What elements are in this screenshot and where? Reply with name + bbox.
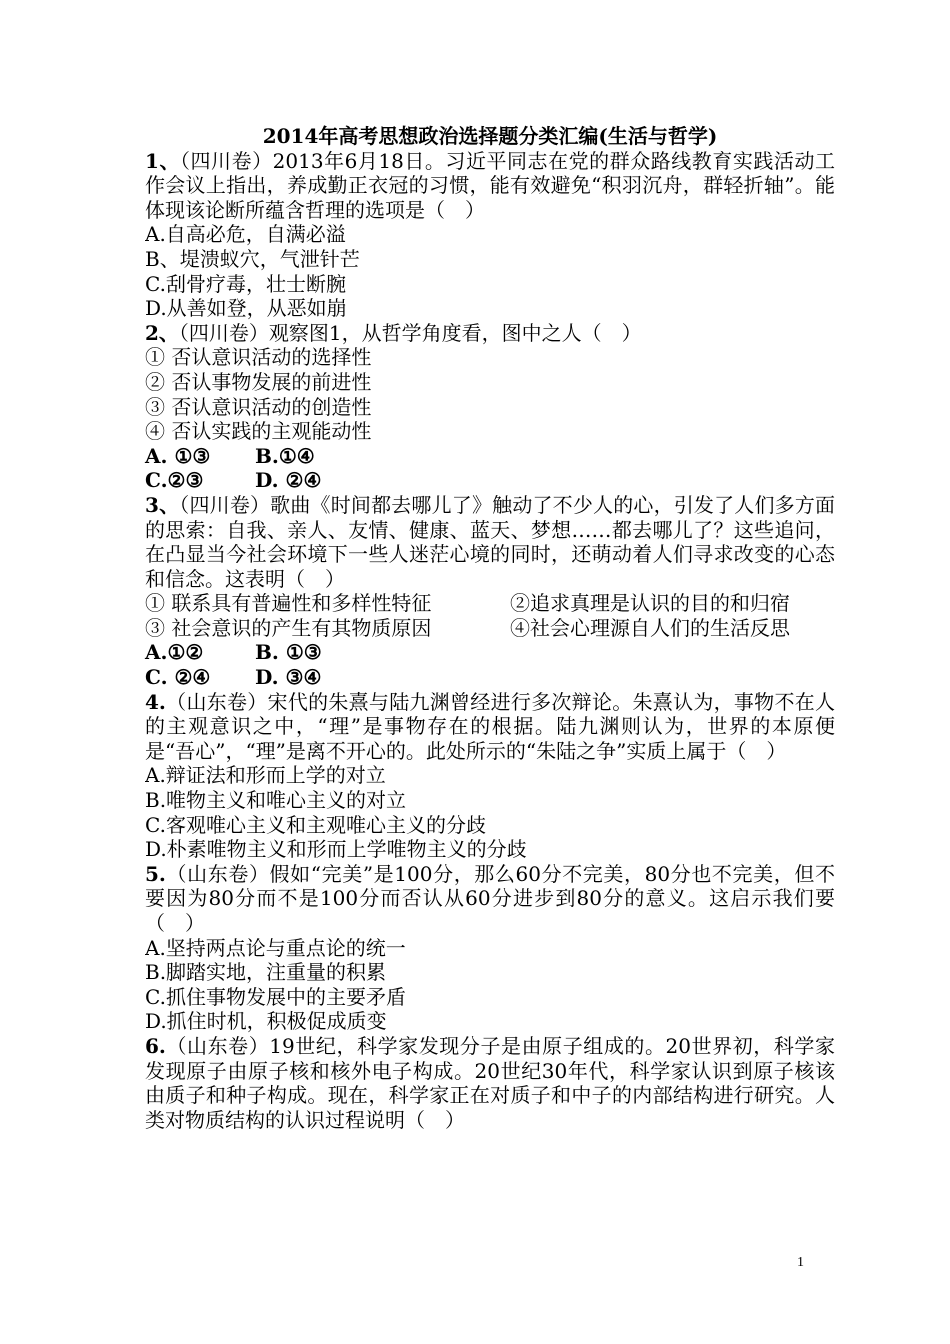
q2-item-3: ③ 否认意识活动的创造性 bbox=[145, 394, 372, 419]
q4-option-c: C.客观唯心主义和主观唯心主义的分歧 bbox=[145, 812, 486, 837]
q4-option-b: B.唯物主义和唯心主义的对立 bbox=[145, 788, 407, 813]
question-1 bbox=[145, 149, 835, 223]
question-number: 3、 bbox=[145, 492, 180, 517]
question-5 bbox=[145, 862, 835, 936]
q2-option-c: C.②③ bbox=[145, 468, 204, 493]
question-text: （四川卷）观察图1，从哲学角度看，图中之人（ ） bbox=[178, 320, 642, 345]
q3-items-row-2 bbox=[145, 616, 835, 641]
q2-option-a: A. ①③ bbox=[145, 443, 211, 468]
q2-options-row-2 bbox=[145, 468, 835, 493]
question-text: （山东卷）假如“完美”是100分，那么60分不完美，80分也不完美，但不要因为80分而不是100分而否认从60分进步到80分的意义。这启示我们要（ ） bbox=[145, 861, 835, 935]
q3-option-b: B. ①③ bbox=[255, 640, 322, 665]
q2-option-b: B.①④ bbox=[255, 443, 315, 468]
question-number: 6. bbox=[145, 1033, 166, 1058]
q4-option-d: D.朴素唯物主义和形而上学唯物主义的分歧 bbox=[145, 837, 527, 862]
q3-option-d: D. ③④ bbox=[255, 665, 322, 690]
q2-options-row-1 bbox=[145, 444, 835, 469]
question-number: 2、 bbox=[145, 320, 179, 345]
question-text: （四川卷）2013年6月18日。习近平同志在党的群众路线教育实践活动工作会议上指出，养成勤正衣冠的习惯，能有效避免“积羽沉舟，群轻折轴”。能体现该论断所蕴含哲理的选项是（ ） bbox=[145, 148, 835, 222]
q2-item-2: ② 否认事物发展的前进性 bbox=[145, 369, 372, 394]
question-number: 4. bbox=[145, 689, 166, 714]
question-number: 5. bbox=[145, 861, 166, 886]
q2-item-1: ① 否认意识活动的选择性 bbox=[145, 345, 372, 370]
q2-item-4: ④ 否认实践的主观能动性 bbox=[145, 419, 372, 444]
q3-options-row-1 bbox=[145, 640, 835, 665]
q3-options-row-2 bbox=[145, 665, 835, 690]
q2-option-d: D. ②④ bbox=[255, 468, 322, 493]
q3-option-c: C. ②④ bbox=[145, 665, 211, 690]
q3-item-3: ③ 社会意识的产生有其物质原因 bbox=[145, 615, 432, 640]
q5-option-d: D.抓住时机，积极促成质变 bbox=[145, 1009, 387, 1034]
q5-option-a: A.坚持两点论与重点论的统一 bbox=[145, 935, 406, 960]
document-title: 2014年高考思想政治选择题分类汇编(生活与哲学) bbox=[262, 124, 718, 148]
q4-option-a: A.辩证法和形而上学的对立 bbox=[145, 763, 386, 788]
question-4 bbox=[145, 690, 835, 764]
q5-option-c: C.抓住事物发展中的主要矛盾 bbox=[145, 984, 406, 1009]
q1-option-b: B、堤溃蚁穴，气泄针芒 bbox=[145, 246, 360, 271]
question-6 bbox=[145, 1034, 835, 1132]
document-body bbox=[145, 124, 835, 1132]
q5-option-b: B.脚踏实地，注重量的积累 bbox=[145, 960, 387, 985]
q3-item-2: ②追求真理是认识的目的和归宿 bbox=[510, 591, 790, 616]
question-3 bbox=[145, 493, 835, 591]
q3-option-a: A.①② bbox=[145, 640, 204, 665]
q3-items-row-1 bbox=[145, 591, 835, 616]
question-text: （山东卷）19世纪，科学家发现分子是由原子组成的。20世界初，科学家发现原子由原子核和核外电子构成。20世纪30年代，科学家认识到原子核该由质子和种子构成。现在，科学家正在对质子和中子的内部结构进行研究。人类对物质结构的认识过程说明（ ） bbox=[145, 1033, 835, 1132]
q1-option-d: D.从善如登，从恶如崩 bbox=[145, 296, 347, 321]
question-text: （山东卷）宋代的朱熹与陆九渊曾经进行多次辩论。朱熹认为，事物不在人的主观意识之中，“理”是事物存在的根据。陆九渊则认为，世界的本原便是“吾心”，“理”是离不开心的。此处所示的“朱陆之争”实质上属于（ ） bbox=[145, 689, 835, 763]
question-number: 1、 bbox=[145, 148, 180, 173]
question-2 bbox=[145, 321, 835, 346]
q3-item-1: ① 联系具有普遍性和多样性特征 bbox=[145, 591, 432, 616]
q3-item-4: ④社会心理源自人们的生活反思 bbox=[510, 615, 790, 640]
page-number: 1 bbox=[797, 1255, 804, 1270]
question-text: （四川卷）歌曲《时间都去哪儿了》触动了不少人的心，引发了人们多方面的思索：自我、亲人、友情、健康、蓝天、梦想……都去哪儿了？这些追问，在凸显当今社会环境下一些人迷茫心境的同时，还萌动着人们寻求改变的心态和信念。这表明（ ） bbox=[145, 492, 836, 591]
q1-option-c: C.刮骨疗毒，壮士断腕 bbox=[145, 271, 346, 296]
q1-option-a: A.自高必危，自满必溢 bbox=[145, 222, 346, 247]
